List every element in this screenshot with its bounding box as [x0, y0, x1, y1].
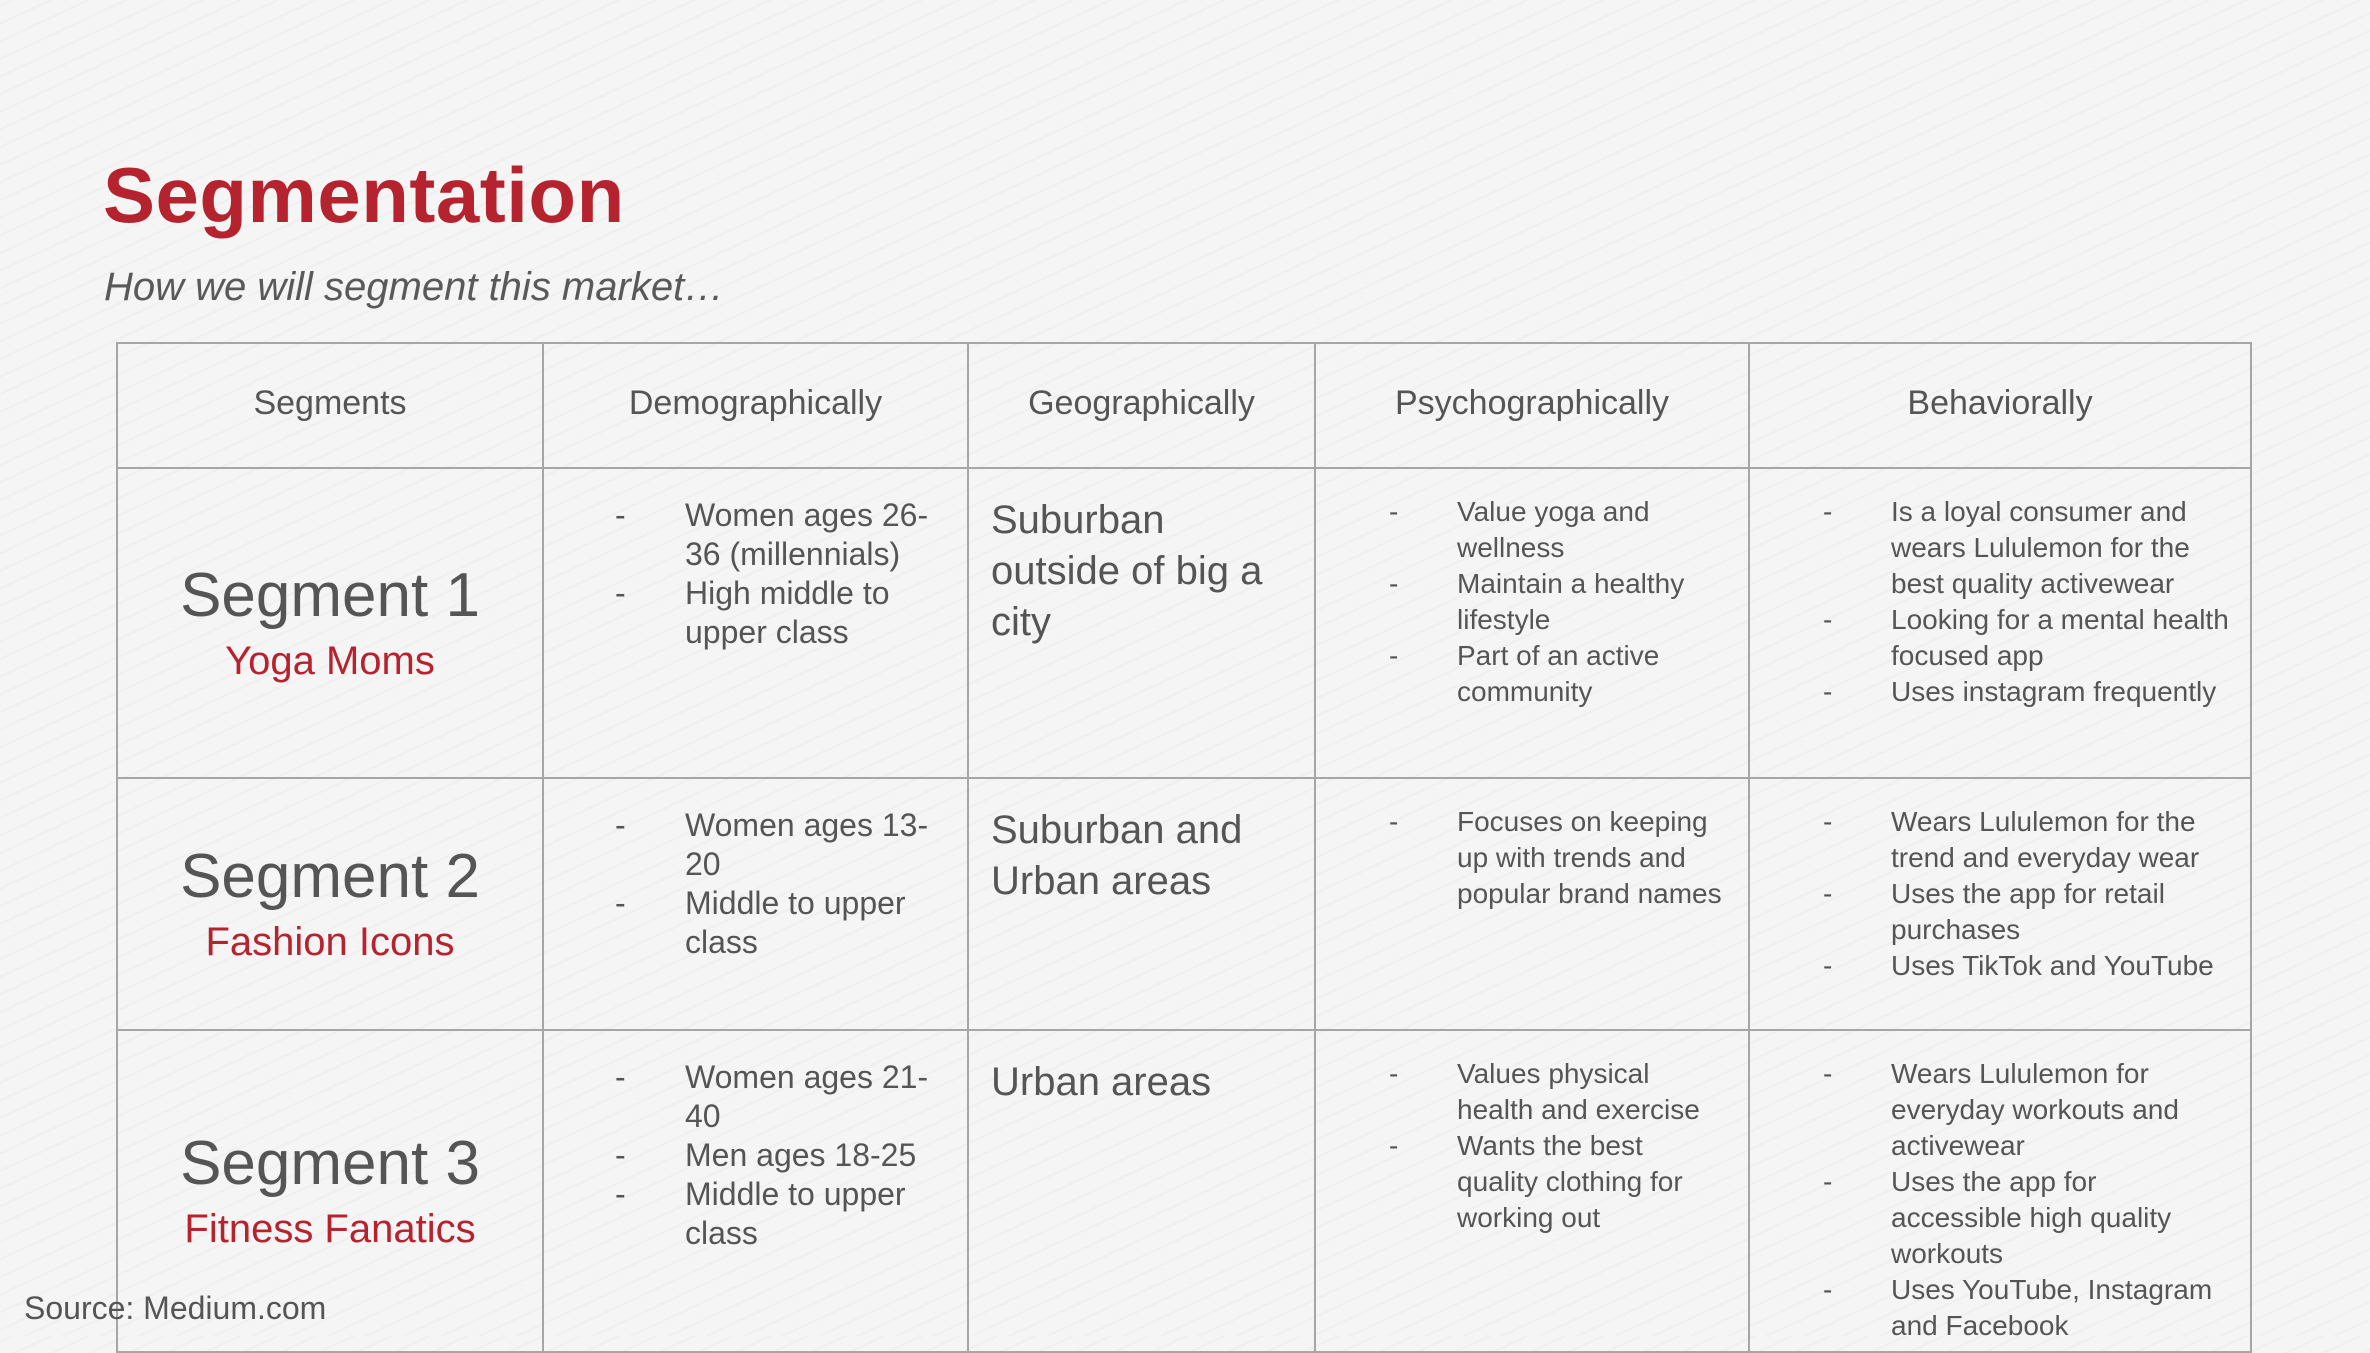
list-item: - Maintain a healthy lifestyle	[1457, 566, 1731, 638]
demographic-cell	[543, 468, 968, 778]
list-item: - Values physical health and exercise	[1457, 1056, 1731, 1128]
segment-label: Yoga Moms	[225, 638, 435, 683]
demographic-list	[545, 470, 966, 652]
behavioral-list	[1751, 780, 2249, 984]
table-header-row	[117, 343, 2251, 468]
list-item: - Wears Lululemon for the trend and everyday wear	[1891, 804, 2233, 876]
slide-title: Segmentation	[103, 151, 625, 239]
psychographic-list	[1317, 780, 1747, 912]
list-item: - High middle to upper class	[685, 574, 946, 652]
segment-label: Fitness Fanatics	[184, 1206, 476, 1251]
list-item: - Wants the best quality clothing for working out	[1457, 1128, 1731, 1236]
list-item: - Value yoga and wellness	[1457, 494, 1731, 566]
demographic-list	[545, 780, 966, 962]
list-item: - Uses the app for accessible high quality workouts	[1891, 1164, 2233, 1272]
list-item: - Women ages 21-40	[685, 1058, 946, 1136]
behavioral-cell	[1749, 468, 2251, 778]
header-demographically: Demographically	[543, 343, 968, 468]
table-row	[117, 468, 2251, 778]
demographic-cell	[543, 778, 968, 1030]
list-item: - Women ages 13-20	[685, 806, 946, 884]
header-segments: Segments	[117, 343, 543, 468]
table-row	[117, 1030, 2251, 1352]
behavioral-cell	[1749, 778, 2251, 1030]
demographic-cell	[543, 1030, 968, 1352]
list-item: - Wears Lululemon for everyday workouts and activewear	[1891, 1056, 2233, 1164]
list-item: - Uses instagram frequently	[1891, 674, 2233, 710]
psychographic-cell	[1315, 778, 1749, 1030]
segment-name: Segment 1	[180, 561, 480, 631]
list-item: - Middle to upper class	[685, 884, 946, 962]
header-psychographically: Psychographically	[1315, 343, 1749, 468]
list-item: - Looking for a mental health focused app	[1891, 602, 2233, 674]
geographic-cell: Urban areas	[968, 1030, 1315, 1352]
behavioral-cell	[1749, 1030, 2251, 1352]
source-note: Source: Medium.com	[24, 1290, 327, 1326]
list-item: - Uses the app for retail purchases	[1891, 876, 2233, 948]
list-item: - Focuses on keeping up with trends and popular brand names	[1457, 804, 1731, 912]
table-row	[117, 778, 2251, 1030]
segmentation-table	[116, 342, 2252, 1353]
segment-cell	[117, 468, 543, 778]
list-item: - Is a loyal consumer and wears Lululemon for the best quality activewear	[1891, 494, 2233, 602]
geographic-cell: Suburban and Urban areas	[968, 778, 1315, 1030]
list-item: - Part of an active community	[1457, 638, 1731, 710]
segment-label: Fashion Icons	[205, 919, 455, 964]
list-item: - Middle to upper class	[685, 1175, 946, 1253]
list-item: - Uses YouTube, Instagram and Facebook	[1891, 1272, 2233, 1344]
psychographic-cell	[1315, 468, 1749, 778]
segment-cell	[117, 778, 543, 1030]
psychographic-list	[1317, 470, 1747, 710]
slide-subtitle: How we will segment this market…	[104, 265, 725, 309]
psychographic-cell	[1315, 1030, 1749, 1352]
list-item: - Uses TikTok and YouTube	[1891, 948, 2233, 984]
geographic-cell: Suburban outside of big a city	[968, 468, 1315, 778]
behavioral-list	[1751, 1032, 2249, 1344]
header-behaviorally: Behaviorally	[1749, 343, 2251, 468]
list-item: - Women ages 26-36 (millennials)	[685, 496, 946, 574]
demographic-list	[545, 1032, 966, 1253]
psychographic-list	[1317, 1032, 1747, 1236]
segment-name: Segment 3	[180, 1129, 480, 1199]
list-item: - Men ages 18-25	[685, 1136, 946, 1175]
behavioral-list	[1751, 470, 2249, 710]
header-geographically: Geographically	[968, 343, 1315, 468]
segment-name: Segment 2	[180, 842, 480, 912]
